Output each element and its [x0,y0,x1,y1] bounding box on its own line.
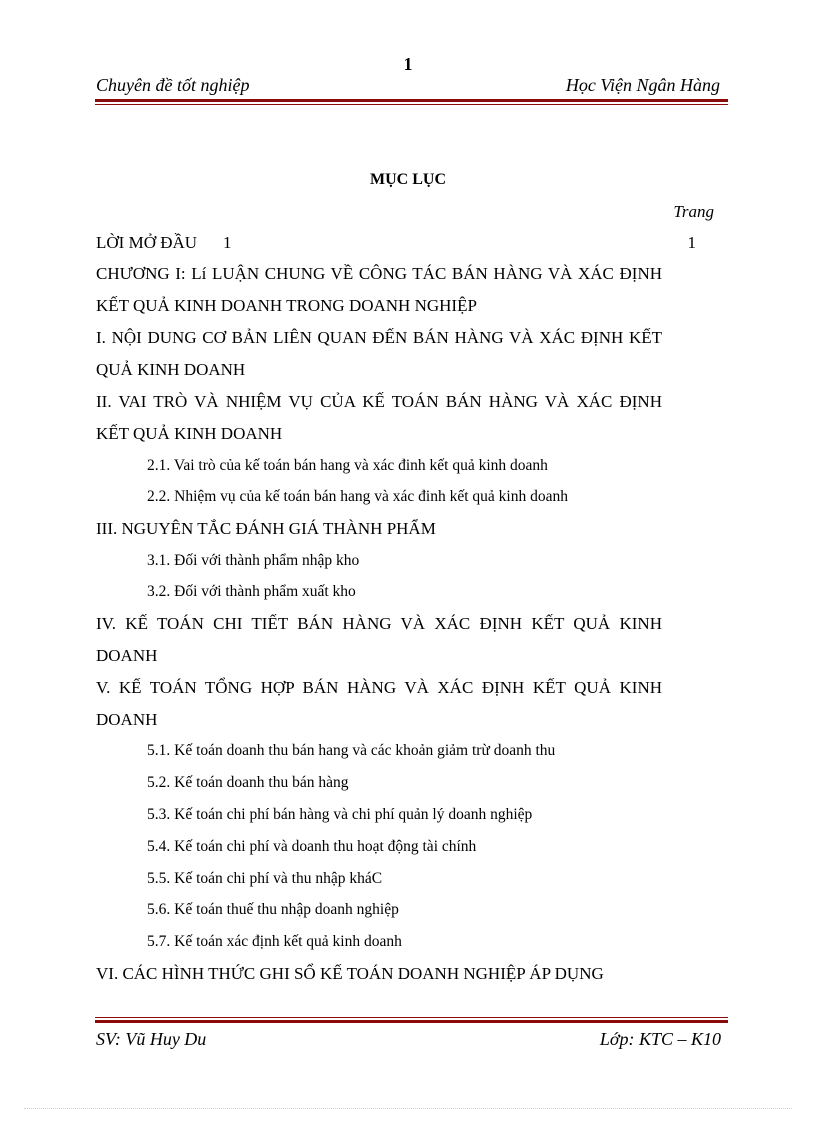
toc-entry-section5-line1[interactable]: V. KẾ TOÁN TỔNG HỢP BÁN HÀNG VÀ XÁC ĐỊNH KẾT QUẢ KINH [96,678,662,697]
footer-rule-thin [95,1017,728,1018]
toc-entry-5-6[interactable]: 5.6. Kế toán thuế thu nhập doanh nghiệp [147,901,399,918]
toc-title: MỤC LỤC [370,171,446,188]
toc-entry-5-7[interactable]: 5.7. Kế toán xác định kết quả kinh doanh [147,933,402,950]
page-number: 1 [403,54,413,74]
toc-entry-section6[interactable]: VI. CÁC HÌNH THỨC GHI SỔ KẾ TOÁN DOANH NGHIỆP ÁP DỤNG [96,964,604,983]
header-left-text: Chuyên đề tốt nghiệp [96,75,250,95]
toc-entry-section4-line2[interactable]: DOANH [96,646,158,665]
toc-entry-section4-line1[interactable]: IV. KẾ TOÁN CHI TIẾT BÁN HÀNG VÀ XÁC ĐỊNH KẾT QUẢ KINH [96,614,662,633]
toc-entry-section1-line2[interactable]: QUẢ KINH DOANH [96,360,246,379]
footer-right-text: Lớp: KTC – K10 [599,1029,721,1049]
toc-entry-chapter1-line1[interactable]: CHƯƠNG I: Lí LUẬN CHUNG VỀ CÔNG TÁC BÁN HÀNG VÀ XÁC ĐỊNH [96,264,662,283]
toc-entry-chapter1-line2[interactable]: KẾT QUẢ KINH DOANH TRONG DOANH NGHIỆP [96,296,477,315]
toc-entry-2-2[interactable]: 2.2. Nhiệm vụ của kế toán bán hang và xác đinh kết quả kinh doanh [147,488,568,505]
toc-entry-intro-label: LỜI MỞ ĐẦU [96,233,198,252]
toc-entry-3-2[interactable]: 3.2. Đối với thành phẩm xuất kho [147,583,356,600]
header-rule-thick [95,99,728,102]
toc-entry-5-4[interactable]: 5.4. Kế toán chi phí và doanh thu hoạt động tài chính [147,838,477,855]
toc-entry-2-1[interactable]: 2.1. Vai trò của kế toán bán hang và xác đinh kết quả kinh doanh [147,457,548,474]
footer-rule-thick [95,1020,728,1023]
toc-entry-5-2[interactable]: 5.2. Kế toán doanh thu bán hàng [147,774,349,791]
toc-entry-5-5[interactable]: 5.5. Kế toán chi phí và thu nhập kháC [147,870,383,887]
toc-entry-intro-page: 1 [687,233,696,252]
footer-left-text: SV: Vũ Huy Du [96,1029,207,1049]
toc-entry-section5-line2[interactable]: DOANH [96,710,158,729]
toc-entry-intro[interactable] [96,233,232,253]
toc-entry-section3[interactable]: III. NGUYÊN TẮC ĐÁNH GIÁ THÀNH PHẨM [96,519,436,538]
toc-entry-5-3[interactable]: 5.3. Kế toán chi phí bán hàng và chi phí quản lý doanh nghiệp [147,806,533,823]
toc-entry-section1-line1[interactable]: I. NỘI DUNG CƠ BẢN LIÊN QUAN ĐẾN BÁN HÀNG VÀ XÁC ĐỊNH KẾT [96,328,662,347]
toc-entry-3-1[interactable]: 3.1. Đối với thành phẩm nhập kho [147,552,360,569]
page-column-label: Trang [673,202,714,221]
toc-entry-section2-line1[interactable]: II. VAI TRÒ VÀ NHIỆM VỤ CỦA KẾ TOÁN BÁN HÀNG VÀ XÁC ĐỊNH [96,392,662,411]
toc-entry-intro-inline-number: 1 [223,233,232,252]
toc-entry-5-1[interactable]: 5.1. Kế toán doanh thu bán hang và các khoản giảm trừ doanh thu [147,742,556,759]
header-rule-thin [95,104,728,105]
toc-entry-section2-line2[interactable]: KẾT QUẢ KINH DOANH [96,424,283,443]
page-bottom-dotted-border [24,1108,792,1109]
header-right-text: Học Viện Ngân Hàng [565,75,720,95]
